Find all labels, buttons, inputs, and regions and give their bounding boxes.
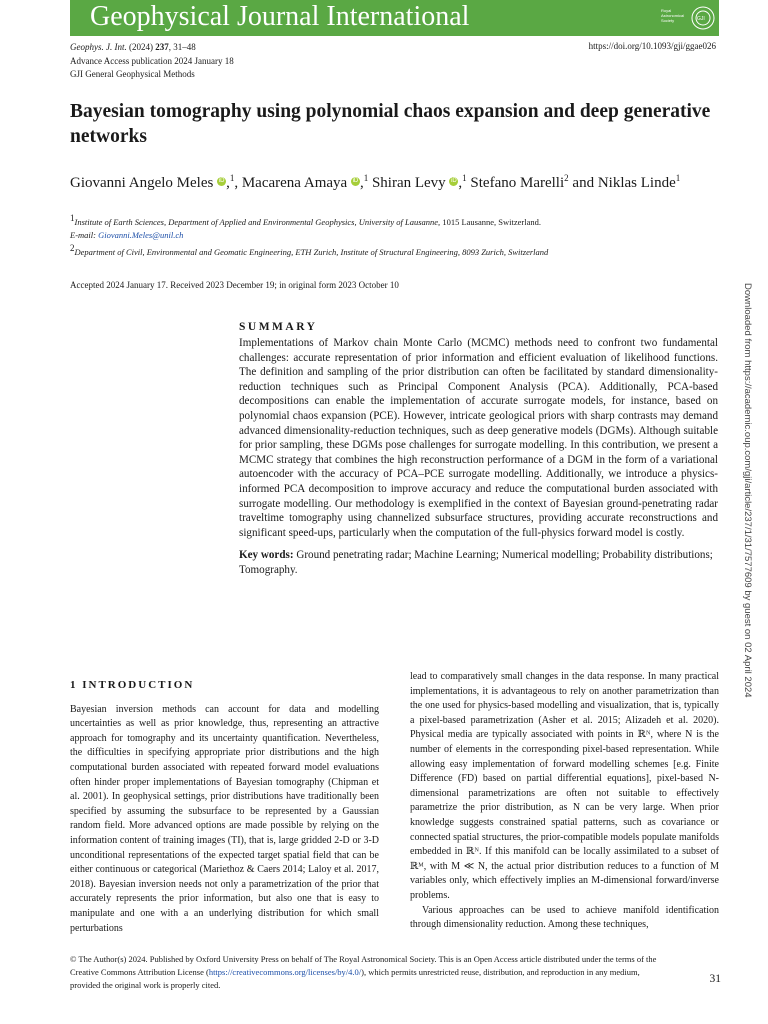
license-link[interactable]: https://creativecommons.org/licenses/by/4.0/ [208, 967, 362, 977]
author-affiliation-mark: 1 [363, 173, 369, 183]
orcid-icon[interactable]: iD [451, 178, 457, 184]
summary-section [239, 321, 718, 578]
author-name: Giovanni Angelo Meles [70, 175, 214, 191]
email-line: E-mail: Giovanni.Meles@unil.ch [70, 229, 184, 240]
affiliation-1: $^1$Institute of Earth Sciences, Department of Applied and Environmental Geophysics, University of Lausanne, 1015 Lausanne, Switzerland. [70, 213, 541, 227]
author-separator: , [234, 175, 242, 191]
author-separator: and [568, 175, 598, 191]
advance-access: Advance Access publication 2024 January 18 [70, 55, 234, 66]
author-affiliation-mark: 1 [675, 173, 681, 183]
citation-line: Geophys. J. Int. (2024) 237, 31–48 [70, 42, 196, 52]
download-side-note: Downloaded from https://academic.oup.com/gji/article/237/1/31/7577609 by guest on 02 April 2024 [742, 283, 753, 698]
author-list: Giovanni Angelo Meles iD ,$^1$, Macarena Amaya iD ,$^1$ Shiran Levy iD ,$^1$ Stefano Marelli$^2$ and Niklas Linde$^1$ [70, 173, 681, 191]
journal-section: GJI General Geophysical Methods [70, 69, 195, 79]
summary-heading: SUMMARY [239, 321, 318, 333]
intro-right-column [410, 670, 719, 933]
author-affiliation-mark: 2 [564, 173, 569, 183]
author-name: Shiran Levy [371, 175, 446, 191]
keywords-label: Key words: [239, 549, 294, 562]
journal-name: Geophysical Journal International [90, 1, 470, 32]
keywords [239, 548, 718, 577]
author-affiliation-mark: 1 [462, 173, 467, 183]
article-title: Bayesian tomography using polynomial chaos expansion and deep generative networks [70, 101, 711, 147]
society-logo-icon [659, 3, 715, 33]
svg-text:Astronomical: Astronomical [661, 13, 685, 18]
article-dates: Accepted 2024 January 17. Received 2023 December 19; in original form 2023 October 10 [70, 280, 399, 290]
intro-heading: 1 INTRODUCTION [70, 679, 195, 691]
citation-block [70, 41, 234, 82]
journal-banner [70, 0, 719, 36]
intro-right-text-2: Various approaches can be used to achieve manifold identification through dimensionality reduction. Among these techniques, [410, 904, 719, 931]
author-affiliation-mark: 1 [229, 173, 235, 183]
affiliation-2: $^2$Department of Civil, Environmental and Geomatic Engineering, ETH Zurich, Institute of Structural Engineering, 8093 Zurich, Switzerland [70, 242, 549, 257]
svg-text:Society: Society [661, 18, 675, 23]
doi-link[interactable]: https://doi.org/10.1093/gji/ggae026 [588, 41, 716, 51]
author-name: Stefano Marelli [470, 175, 565, 191]
keywords-text: Ground penetrating radar; Machine Learning; Numerical modelling; Probability distributions; Tomography. [239, 549, 713, 576]
affiliations [70, 212, 720, 259]
orcid-icon[interactable]: iD [352, 178, 359, 184]
orcid-icon[interactable]: iD [218, 178, 225, 184]
intro-right-text-1: lead to comparatively small changes in the data response. In many practical implementations, it is advantageous to rely on another parametrization than the one used for physics-based modelling and visualization, that is, typically a pixel-based parametrization (Asher et al. 2015; Alizadeh et al. 2020). Physical media are typically associated with points in ℝᴺ, where N is the number of elements in the corresponding pixel-based representation. While allowing easy implementation of forward modelling schemes [e.g. Finite Difference (FD) based on partial differential equations], pixel-based N-dimensional parametrizations are often not suitable to effectively parametrize the prior distribution, as N can be very large. When prior knowledge suggests constrained spatial patterns, such as covariance or connected spatial structures, the prior-compatible models populate manifolds embedded in ℝᴺ. If this manifold can be locally assimilated to a subset of ℝᴹ, with M ≪ N, the actual prior distribution reduces to a function of M variables only, which effectively implies an M-dimensional forward/inverse problems. [410, 671, 719, 901]
intro-left-column [70, 670, 379, 936]
email-link[interactable]: Giovanni.Meles@unil.ch [98, 229, 184, 240]
author-name: Macarena Amaya [241, 175, 348, 191]
intro-left-text: Bayesian inversion methods can account for data and modelling uncertainties as well as prior knowledge, thus, representing an attractive approach for tomography and its uncertainty quantification. Nevertheless, the difficulties in specifying appropriate prior distributions and the high computational burden associated with repeated forward model evaluations often hinder proper implementations of Bayesian tomography (Chipman et al. 2001). In geophysical settings, prior distributions have traditionally been specified by assuming the subsurface to be represented by a Gaussian random field. More advanced options are made possible by relying on the information content of training images (TI), that is, large gridded 2-D or 3-D unconditional representations of the expected target spatial field that can be either continuous or categorical (Mariethoz & Caers 2014; Laloy et al. 2017, 2018). Bayesian inversion needs not only a parametrization of the prior that accurately represents the prior information, but also one that is easy to manipulate and one with a an underlying distribution for which small perturbations [70, 703, 379, 934]
svg-text:Royal: Royal [661, 8, 672, 13]
license-footnote: © The Author(s) 2024. Published by Oxford University Press on behalf of The Royal Astronomical Society. This is an Open Access article distributed under the terms of the Creative Commons Attribution License (https://creativecommons.org/licenses/by/4.0/), which permits unrestricted reuse, distribution, and reproduction in any medium, provided the original work is properly cited. [70, 954, 657, 990]
author-name: Niklas Linde [597, 175, 676, 191]
page-number: 31 [709, 973, 721, 985]
svg-text:GJI: GJI [697, 16, 705, 22]
summary-text: Implementations of Markov chain Monte Carlo (MCMC) methods need to confront two fundamental challenges: accurate representation of prior information and efficient evaluation of likelihood functions. The definition and sampling of the prior distribution can often be facilitated by standard dimensionality-reduction techniques such as Principal Component Analysis (PCA). Additionally, PCA-based decompositions can enable the implementation of accurate surrogate models, for instance, based on polynomial chaos expansion (PCE). However, intricate geological priors with sharp contrasts may demand advanced dimensionality-reduction techniques, such as deep generative models (DGMs). Although suitable for prior sampling, these DGMs pose challenges for surrogate modelling. In this contribution, we present a MCMC strategy that combines the high reconstruction performance of a DGM in the form of a variational autoencoder with the accuracy of PCA–PCE surrogate modelling. Additionally, we introduce a physics-informed PCA decomposition to improve accuracy and reduce the computational burden associated with surrogate modelling. Our methodology is exemplified in the context of Bayesian ground-penetrating radar traveltime tomography using channelized subsurface structures, providing accurate reconstructions and significant speed-ups, particularly when the computation of the full-physics forward model is costly. [239, 337, 718, 539]
